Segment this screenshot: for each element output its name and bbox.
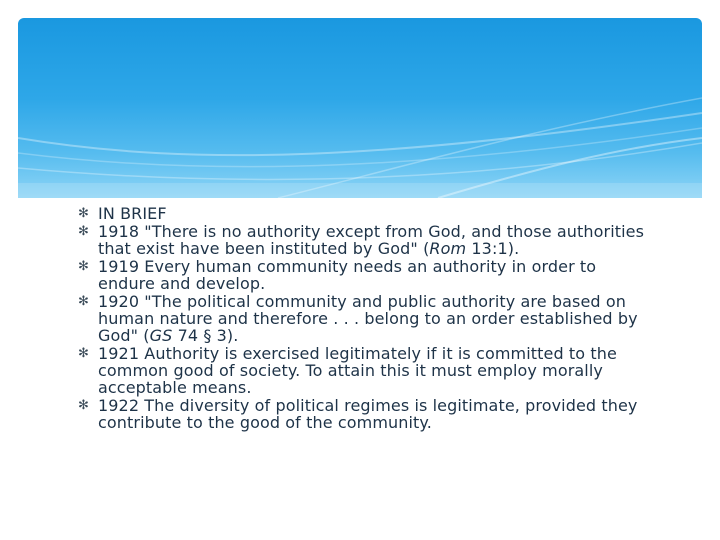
- citation-ref: 74 § 3).: [172, 326, 239, 345]
- asterisk-bullet-icon: ✻: [78, 206, 89, 221]
- item-text: Authority is exercised legitimately if it is committed to the common good of society. To attain this it must employ morally acceptable means.: [98, 344, 617, 397]
- banner-wave-decoration: [18, 18, 702, 198]
- asterisk-bullet-icon: ✻: [78, 398, 89, 413]
- item-text: "The political community and public authority are based on human nature and therefore . . . belong to an order established by God" (: [98, 292, 638, 345]
- slide-body: [78, 205, 658, 432]
- asterisk-bullet-icon: ✻: [78, 259, 89, 274]
- item-text: "There is no authority except from God, and those authorities that exist have been instituted by God" (: [98, 222, 645, 258]
- asterisk-bullet-icon: ✻: [78, 294, 89, 309]
- paragraph-number: 1921: [98, 344, 140, 363]
- list-item: [78, 397, 658, 431]
- list-item: [78, 345, 658, 396]
- paragraph-number: 1919: [98, 257, 140, 276]
- paragraph-number: 1918: [98, 222, 140, 241]
- asterisk-bullet-icon: ✻: [78, 224, 89, 239]
- list-item: [78, 205, 658, 222]
- header-banner: [18, 18, 702, 198]
- list-item: [78, 223, 658, 257]
- list-item: [78, 258, 658, 292]
- citation-ref: 13:1).: [466, 239, 520, 258]
- citation-source: Rom: [429, 239, 467, 258]
- item-text: Every human community needs an authority in order to endure and develop.: [98, 257, 597, 293]
- paragraph-number: 1920: [98, 292, 140, 311]
- asterisk-bullet-icon: ✻: [78, 346, 89, 361]
- citation-source: GS: [149, 326, 173, 345]
- item-text: IN BRIEF: [98, 204, 167, 223]
- paragraph-number: 1922: [98, 396, 140, 415]
- list-item: [78, 293, 658, 344]
- bullet-list: [78, 205, 658, 431]
- item-text: The diversity of political regimes is legitimate, provided they contribute to the good of the community.: [98, 396, 638, 432]
